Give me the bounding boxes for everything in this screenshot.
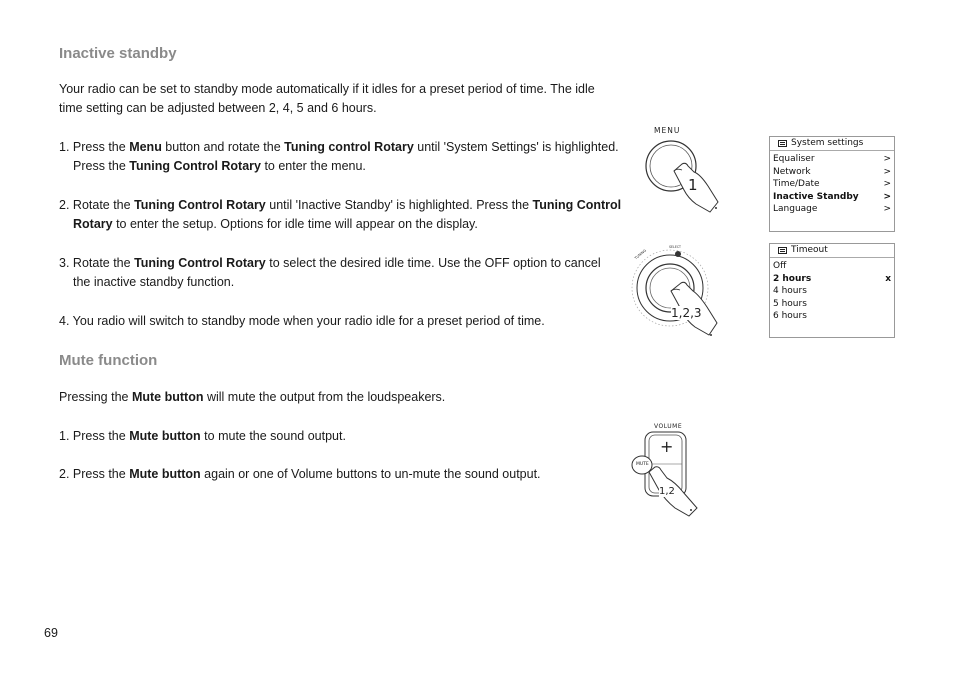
tuning-rotary-icon: [625, 243, 730, 343]
standby-step-3: 3. Rotate the Tuning Control Rotary to select the desired idle time. Use the OFF option to cancel the inactive standby function.: [59, 256, 601, 289]
menu-button-icon: [630, 124, 730, 219]
timeout-row-2-hours: 2 hours x: [773, 273, 891, 284]
mute-step-1: 1. Press the Mute button to mute the sound output.: [59, 429, 346, 443]
menu-button-illustration: [630, 124, 730, 219]
rotary-step-numbers: 1,2,3: [671, 306, 702, 320]
timeout-row-off: Off: [773, 261, 787, 271]
timeout-row-5-hours: 5 hours: [773, 298, 807, 309]
standby-step-2: 2. Rotate the Tuning Control Rotary until 'Inactive Standby' is highlighted. Press the Tuning Control Rotary to enter the setup. Options for idle time will appear on the display.: [59, 198, 622, 231]
settings-row-equaliser: Equaliser >: [773, 154, 891, 164]
menu-step-number: 1: [688, 176, 698, 194]
menu-label: MENU: [654, 126, 681, 135]
mute-intro: Pressing the Mute button will mute the output from the loudspeakers.: [59, 390, 446, 404]
menu-list-icon: [778, 140, 787, 147]
timeout-title-bar: [770, 244, 894, 258]
page-number: 69: [44, 626, 58, 640]
intro-line-1: Your radio can be set to standby mode automatically if it idles for a preset period of time. The idle: [59, 82, 595, 96]
settings-row-time-date: Time/Date >: [773, 179, 891, 189]
timeout-row-4-hours: 4 hours: [773, 286, 807, 296]
timeout-row-6-hours: 6 hours: [773, 311, 807, 321]
volume-buttons-icon: [625, 420, 705, 518]
mute-step-2: 2. Press the Mute button again or one of Volume buttons to un-mute the sound output.: [59, 467, 541, 481]
svg-text:SELECT: SELECT: [669, 245, 681, 249]
system-settings-display: [769, 136, 895, 232]
intro-line-2: time setting can be adjusted between 2, 4, 5 and 6 hours.: [59, 101, 377, 115]
system-settings-title-bar: [770, 137, 894, 151]
timeout-display: [769, 243, 895, 338]
inactive-standby-intro: [59, 80, 619, 118]
standby-step-1: 1. Press the Menu button and rotate the Tuning control Rotary until 'System Settings' is highlighted. Press the Tuning Control Rotary to enter the menu.: [59, 140, 619, 173]
tuning-rotary-illustration: [625, 243, 730, 343]
system-settings-title: System settings: [791, 138, 864, 148]
svg-text:TUNING: TUNING: [634, 248, 648, 261]
settings-row-language: Language >: [773, 204, 891, 214]
mute-function-heading: Mute function: [59, 352, 158, 369]
timeout-title: Timeout: [791, 245, 828, 255]
standby-step-4: 4. You radio will switch to standby mode when your radio idle for a preset period of time.: [59, 314, 545, 328]
volume-label: VOLUME: [654, 423, 683, 430]
mute-button-label: MUTE: [636, 462, 649, 467]
mute-step-numbers: 1,2: [659, 486, 675, 497]
inactive-standby-heading: Inactive standby: [59, 45, 177, 62]
settings-row-network: Network >: [773, 166, 891, 177]
settings-row-inactive-standby: Inactive Standby >: [773, 191, 891, 202]
volume-plus-icon: +: [660, 437, 674, 456]
menu-list-icon: [778, 247, 787, 254]
mute-button-illustration: [625, 420, 705, 518]
